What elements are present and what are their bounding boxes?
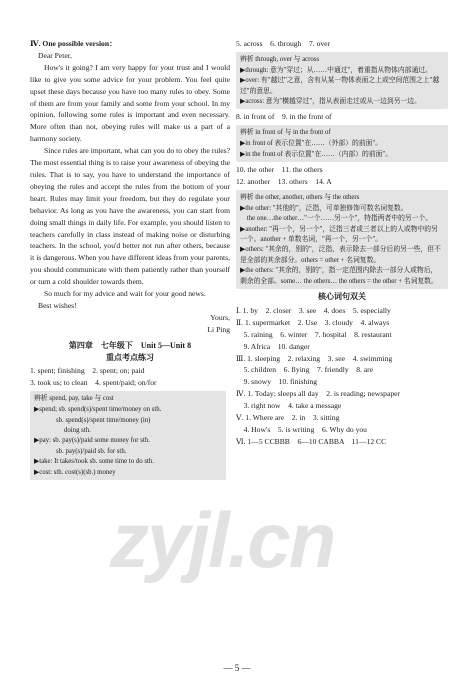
analysis-box-title: 辨析 through, over 与 across <box>240 55 320 63</box>
analysis-item: ▶in the front of 表示位置"在……（内部）的前面"。 <box>240 150 392 158</box>
letter-closing: Best wishes! <box>38 300 77 310</box>
answer-line: Ⅴ. 1. Where are 2. in 3. sitting <box>236 413 340 423</box>
letter-sign-name: Li Ping <box>207 324 230 334</box>
section-label: Ⅳ. One possible version： <box>30 39 117 48</box>
answer-line: Ⅵ. 1—5 CCBBB 6—10 CABBA 11—12 CC <box>236 436 387 446</box>
answer-line: 4. How's 5. is writing 6. Why do you <box>236 425 367 434</box>
analysis-box-through-over-across <box>236 52 448 110</box>
analysis-box-in-front-of <box>236 125 448 162</box>
answer-line: 8. in front of 9. in the front of <box>236 112 332 122</box>
analysis-box-spend-pay-take-cost <box>30 391 226 480</box>
answer-line: Ⅲ. 1. sleeping 2. relaxing 3. see 4. swimming <box>236 353 393 363</box>
answer-line: Ⅰ. 1. by 2. closer 3. see 4. does 5. especially <box>236 305 391 315</box>
analysis-item: ▶the others: "其余的，别的"，指一定范围内除去一部分人或物后，剩余的全部。some… the others… the others = the other + 名词复数。 <box>240 267 438 285</box>
analysis-item: ▶another: "再一个，另一个"，泛指三者或三者以上的人或物中的另一个。another + 单数名词，"再一个，另一个"。 <box>240 225 438 243</box>
section-title-core: 核心词句双关 <box>318 292 366 302</box>
page-number: — 5 — <box>223 663 251 673</box>
chapter-title: 第四章 七年级下 Unit 5—Unit 8 <box>68 340 192 350</box>
analysis-item: ▶in front of 表示位置"在……（外部）的前面"。 <box>240 140 382 148</box>
letter-paragraph-2: Since rules are important, what can you do to obey the rules? The most essential thing is to raise your awareness of obeying the rules. That is to say, you have to understand the importance of obeying the rules and accept the rules from the bottom of your heart. Rules may limit your freedom, but they do regulate your behavior. As long as you have the awareness, you can start from doing small things in daily life. For example, you should listen to teachers carefully in class instead of making noise or disturbing teachers. In the school, you'd better not run after others, because it is dangerous. When you have different ideas from your parents, you should communicate with them patiently rather than yourself or turn a cold shoulder towards them. <box>30 146 230 287</box>
answer-line: 5. raining 6. winter 7. hospital 8. restaurant <box>236 329 392 339</box>
analysis-box-title: 辨析 spend, pay, take 与 cost <box>34 395 114 403</box>
answer-line: Ⅳ. 1. Today; sleeps all day 2. is reading; newspaper <box>236 389 401 399</box>
analysis-box-other-another-others <box>236 190 448 289</box>
answer-line: 9. snowy 10. finishing <box>236 377 318 387</box>
analysis-item: ▶through: 意为"穿过；从……中通过"，着重指从物体内部通过。 <box>240 66 432 74</box>
watermark-logo: zyjl.cn <box>110 496 335 584</box>
analysis-line: sb. pay(s)/paid sb. for sth. <box>56 447 127 455</box>
answer-line: Ⅱ. 1. supermarket 2. Use 3. cloudy 4. always <box>236 317 390 327</box>
answer-line: 1. spent; finishing 2. spent; on; paid <box>30 366 145 376</box>
letter-greeting: Dear Peter, <box>38 50 72 60</box>
letter-paragraph-3: So much for my advice and wait for your good news. <box>44 289 206 299</box>
analysis-item: ▶over: 有"越过"之意，含有从某一物体表面之上或空间范围之上"越过"的意思。 <box>240 77 440 95</box>
analysis-line: ▶take: It takes/took sb. some time to do sth. <box>34 458 155 466</box>
answer-line: 10. the other 11. the others <box>236 165 323 175</box>
answer-line: 5. across 6. through 7. over <box>236 39 331 48</box>
analysis-line: ▶pay: sb. pay(s)/paid some money for sth. <box>34 437 150 445</box>
analysis-line: sb. spend(s)/spent time/money (in) <box>56 416 151 424</box>
letter-sign-yours: Yours, <box>210 312 230 322</box>
analysis-box-title: 辨析 the other, another, others 与 the others <box>240 193 360 201</box>
analysis-item: ▶others: "其余的，别的"，泛指，表示除去一部分后的另一些，但不是全部的其余部分。others = other + 名词复数。 <box>240 246 441 264</box>
answer-line: 3. right now 4. take a message <box>236 401 342 411</box>
analysis-line: ▶spend; sb. spend(s)/spent time/money on sth. <box>34 406 162 414</box>
analysis-item: the one…the other…"一个……另一个"，特指两者中的另一个。 <box>240 215 433 223</box>
analysis-item: ▶across: 意为"横越穿过"，指从表面走过或从一边到另一边。 <box>240 98 421 106</box>
answer-line: 9. Africa 10. danger <box>236 341 310 351</box>
analysis-line: doing sth. <box>64 427 91 434</box>
answer-line: 3. took us; to clean 4. spent/paid; on/for <box>30 378 157 388</box>
section-title: 重点考点练习 <box>106 352 154 362</box>
analysis-line: ▶cost: sth. cost(s)(sb.) money <box>34 468 116 476</box>
left-column <box>30 38 230 482</box>
analysis-box-title: 辨析 in front of 与 in the front of <box>240 129 331 137</box>
letter-paragraph-1: How's it going? I am very happy for your trust and I would like to give you some advice for your problem. You feel quite upset these days because you have too many rules to obey. Some of them are from your family and some from your school. In my opinion, following some rules is important and even necessary. More often than not, obeying rules will make us a part of a harmony society. <box>30 62 230 144</box>
analysis-item: ▶the other: "其他的"，泛指，可单独修饰可数名词复数。 <box>240 204 408 212</box>
right-column <box>236 38 448 448</box>
answer-line: 12. another 13. others 14. A <box>236 176 332 186</box>
answer-line: 5. children 6. flying 7. friendly 8. are <box>236 365 374 375</box>
